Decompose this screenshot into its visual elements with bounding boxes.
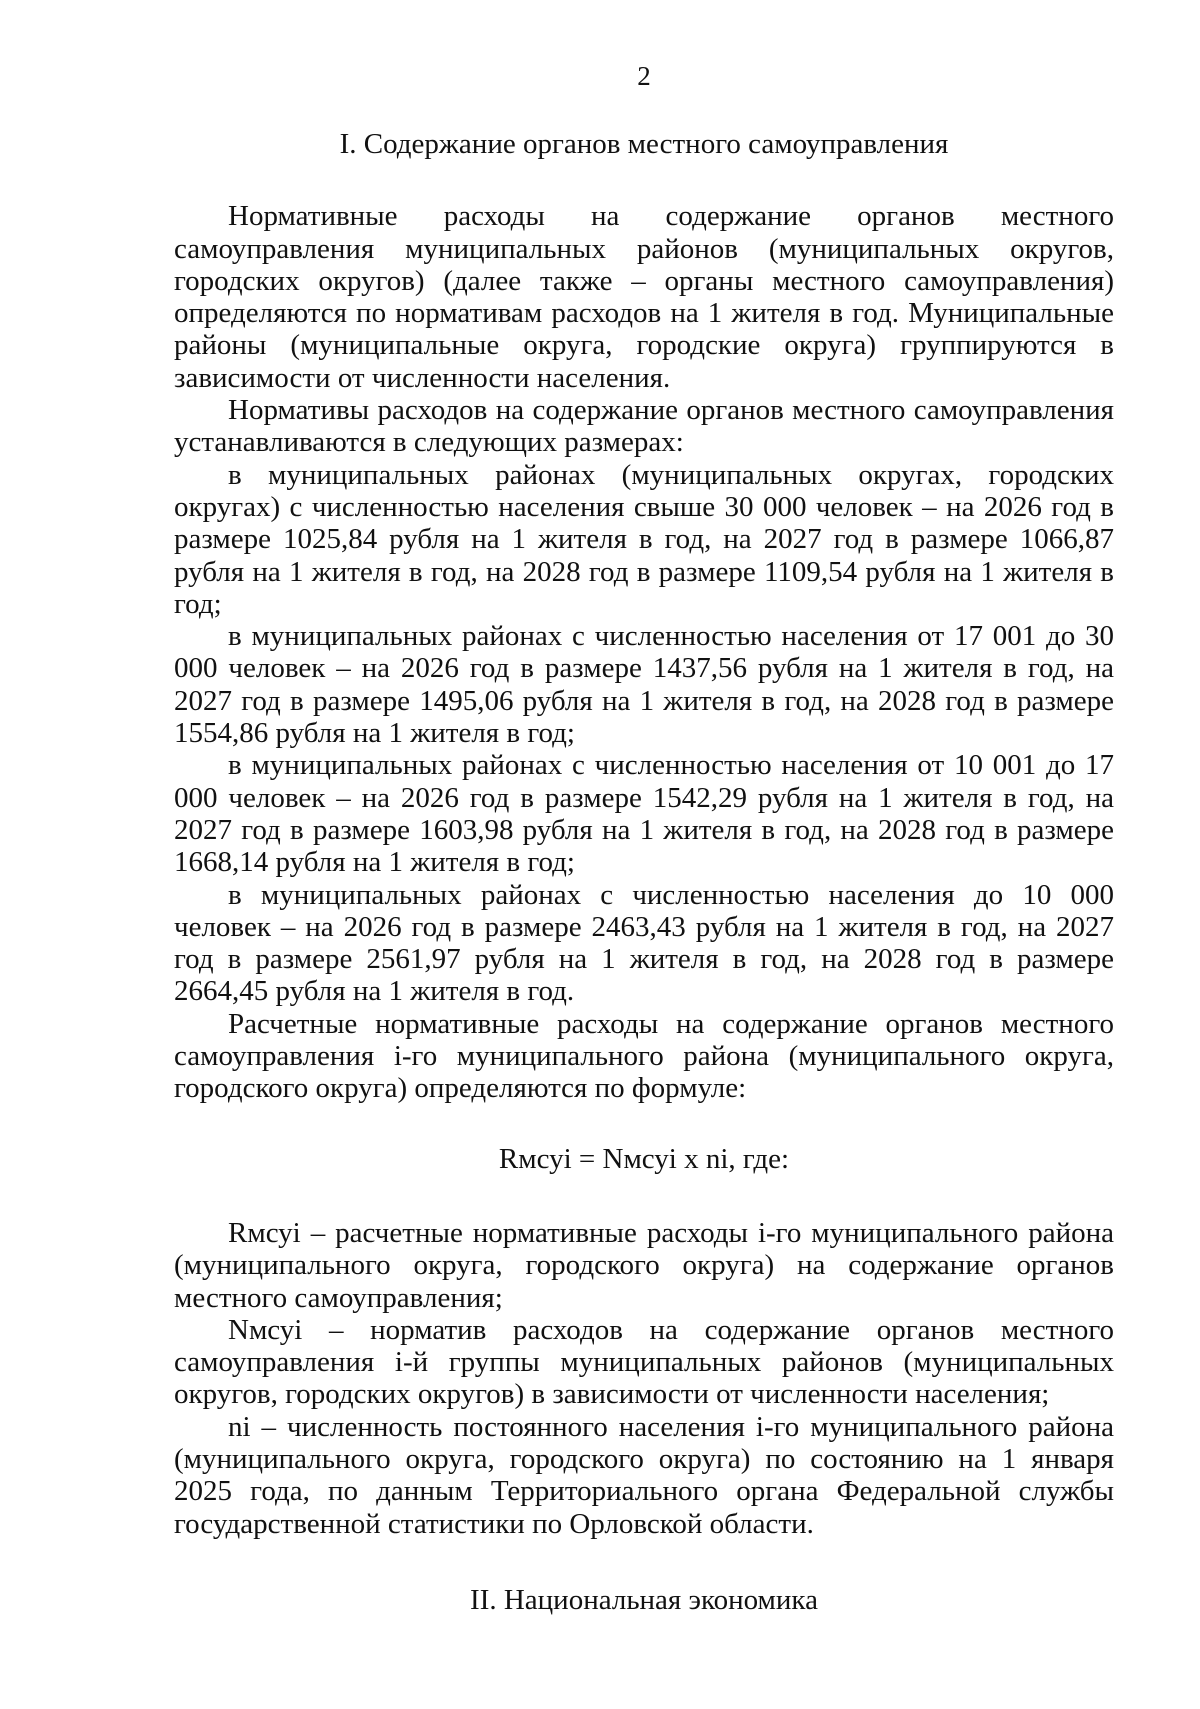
definition: Rмсуi – расчетные нормативные расходы i-го муниципального района (муниципального округа, городского округа) на содержание органов местного самоуправления; xyxy=(174,1216,1114,1314)
section-2-heading: II. Национальная экономика xyxy=(470,1583,818,1616)
paragraph: в муниципальных районах (муниципальных округах, городских округах) с численностью населения свыше 30 000 человек – на 2026 год в размере 1025,84 рубля на 1 жителя в год, на 2027 год в размере 1066,87 рубля на 1 жителя в год, на 2028 год в размере 1109,54 рубля на 1 жителя в год; xyxy=(174,458,1114,620)
paragraph: Расчетные нормативные расходы на содержание органов местного самоуправления i-го муниципального района (муниципального округа, городского округа) определяются по формуле: xyxy=(174,1007,1114,1105)
page-number: 2 xyxy=(637,61,651,91)
paragraph: Нормативы расходов на содержание органов местного самоуправления устанавливаются в следующих размерах: xyxy=(174,394,1114,459)
paragraph: в муниципальных районах с численностью населения от 17 001 до 30 000 человек – на 2026 год в размере 1437,56 рубля на 1 жителя в год, на 2027 год в размере 1495,06 рубля на 1 жителя в год, на 2028 год в размере 1554,86 рубля на 1 жителя в год; xyxy=(174,620,1114,750)
section-1-heading: I. Содержание органов местного самоуправления xyxy=(339,128,949,160)
paragraph: в муниципальных районах с численностью населения до 10 000 человек – на 2026 год в размере 2463,43 рубля на 1 жителя в год, на 2027 год в размере 2561,97 рубля на 1 жителя в год, на 2028 год в размере 2664,45 рубля на 1 жителя в год. xyxy=(174,878,1114,1008)
paragraph: Нормативные расходы на содержание органов местного самоуправления муниципальных районов (муниципальных округов, городских округов) (далее также – органы местного самоуправления) определяются по нормативам расходов на 1 жителя в год. Муниципальные районы (муниципальные округа, городские округа) группируются в зависимости от численности населения. xyxy=(174,200,1114,394)
definition: ni – численность постоянного населения i-го муниципального района (муниципального округа, городского округа) по состоянию на 1 января 2025 года, по данным Территориального органа Федеральной службы государственной статистики по Орловской области. xyxy=(174,1410,1114,1540)
definition: Nмсуi – норматив расходов на содержание органов местного самоуправления i-й группы муниципальных районов (муниципальных округов, городских округов) в зависимости от численности населения; xyxy=(174,1313,1114,1411)
paragraph: в муниципальных районах с численностью населения от 10 001 до 17 000 человек – на 2026 год в размере 1542,29 рубля на 1 жителя в год, на 2027 год в размере 1603,98 рубля на 1 жителя в год, на 2028 год в размере 1668,14 рубля на 1 жителя в год; xyxy=(174,749,1114,879)
document-page xyxy=(174,60,1114,1616)
formula: Rмсуi = Nмсуi x ni, где: xyxy=(498,1142,790,1175)
